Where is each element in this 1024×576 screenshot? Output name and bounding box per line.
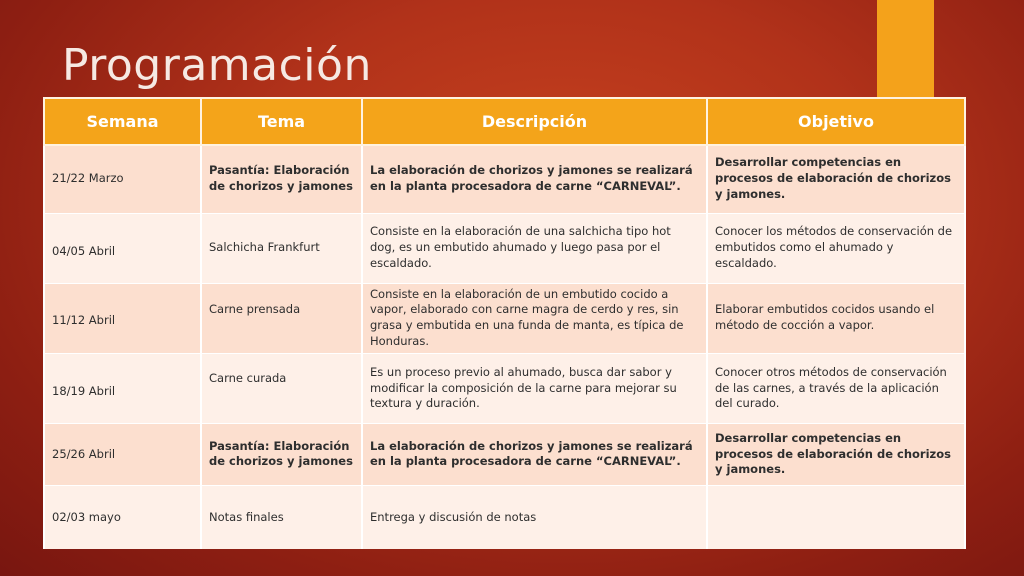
- description-cell: Entrega y discusión de notas: [362, 485, 707, 549]
- table-header-row: [44, 98, 965, 145]
- week-cell: 04/05 Abril: [44, 213, 201, 283]
- week-cell: 02/03 mayo: [44, 485, 201, 549]
- table-row: [44, 485, 965, 549]
- description-cell: Es un proceso previo al ahumado, busca dar sabor y modificar la composición de la carne para mejorar su textura y duración.: [362, 353, 707, 423]
- topic-cell: Pasantía: Elaboración de chorizos y jamones: [201, 423, 362, 485]
- objective-cell: Desarrollar competencias en procesos de elaboración de chorizos y jamones.: [707, 145, 965, 213]
- objective-cell: Conocer los métodos de conservación de embutidos como el ahumado y escaldado.: [707, 213, 965, 283]
- description-cell: La elaboración de chorizos y jamones se realizará en la planta procesadora de carne “CARNEVAL”.: [362, 423, 707, 485]
- accent-bar: [877, 0, 934, 97]
- topic-cell: Notas finales: [201, 485, 362, 549]
- objective-cell: [707, 485, 965, 549]
- objective-cell: Conocer otros métodos de conservación de las carnes, a través de la aplicación del curado.: [707, 353, 965, 423]
- week-cell: 11/12 Abril: [44, 283, 201, 353]
- header-objetivo: Objetivo: [707, 98, 965, 145]
- schedule-table: [43, 97, 966, 549]
- header-semana: Semana: [44, 98, 201, 145]
- header-tema: Tema: [201, 98, 362, 145]
- objective-cell: Elaborar embutidos cocidos usando el método de cocción a vapor.: [707, 283, 965, 353]
- page-title: Programación: [62, 40, 372, 91]
- topic-cell: Pasantía: Elaboración de chorizos y jamones: [201, 145, 362, 213]
- table-row: [44, 213, 965, 283]
- table-row: [44, 145, 965, 213]
- objective-cell: Desarrollar competencias en procesos de elaboración de chorizos y jamones.: [707, 423, 965, 485]
- description-cell: Consiste en la elaboración de un embutido cocido a vapor, elaborado con carne magra de cerdo y res, sin grasa y embutida en una funda de manta, es típica de Honduras.: [362, 283, 707, 353]
- header-descripcion: Descripción: [362, 98, 707, 145]
- week-cell: 25/26 Abril: [44, 423, 201, 485]
- topic-cell: Salchicha Frankfurt: [201, 213, 362, 283]
- week-cell: 18/19 Abril: [44, 353, 201, 423]
- topic-cell: Carne curada: [201, 353, 362, 423]
- description-cell: Consiste en la elaboración de una salchicha tipo hot dog, es un embutido ahumado y luego pasa por el escaldado.: [362, 213, 707, 283]
- table-row: [44, 283, 965, 353]
- topic-cell: Carne prensada: [201, 283, 362, 353]
- table-row: [44, 353, 965, 423]
- description-cell: La elaboración de chorizos y jamones se realizará en la planta procesadora de carne “CARNEVAL”.: [362, 145, 707, 213]
- week-cell: 21/22 Marzo: [44, 145, 201, 213]
- table-row: [44, 423, 965, 485]
